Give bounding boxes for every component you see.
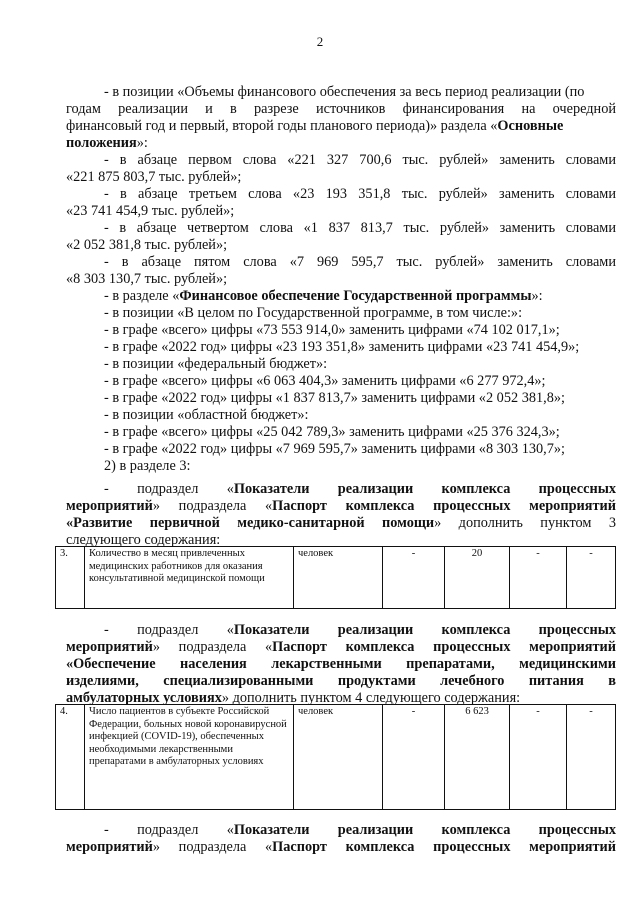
text-line: годам реализации и в разрезе источников финансирования на очередной (66, 101, 616, 117)
inserted-table-item-3 (55, 546, 616, 609)
text-line: «Обеспечение населения лекарственными препаратами, медицинскими (66, 656, 616, 672)
text-line: - в абзаце первом слова «221 327 700,6 тыс. рублей» заменить словами (104, 152, 616, 168)
value-cell: 6 623 (445, 705, 510, 810)
text-line: - в графе «2022 год» цифры «1 837 813,7» заменить цифрами «2 052 381,8»; (104, 390, 565, 406)
text-line: изделиями, специализированными продуктами лечебного питания в (66, 673, 616, 689)
text-line: «Развитие первичной медико-санитарной помощи» дополнить пунктом 3 (66, 515, 617, 531)
text-line: финансовый год и первый, второй годы планового периода)» раздела «Основные (66, 118, 564, 134)
value-cell: - (567, 547, 616, 609)
page-number: 2 (316, 34, 324, 49)
text-line: - подраздел «Показатели реализации комплекса процессных (104, 822, 616, 838)
text-line: - в графе «всего» цифры «73 553 914,0» заменить цифрами «74 102 017,1»; (104, 322, 560, 338)
text-line: «8 303 130,7 тыс. рублей»; (66, 271, 228, 287)
text-line: - в графе «2022 год» цифры «7 969 595,7» заменить цифрами «8 303 130,7»; (104, 441, 565, 457)
text-line: амбулаторных условиях» дополнить пунктом 4 следующего содержания: (66, 690, 521, 706)
unit-cell: человек (294, 547, 383, 609)
indicator-name: Количество в месяц привлеченных медицинских работников для оказания консультативной медицинской помощи (85, 547, 294, 609)
text-line: - в абзаце третьем слова «23 193 351,8 тыс. рублей» заменить словами (104, 186, 616, 202)
value-cell: 20 (445, 547, 510, 609)
text-line: 2) в разделе 3: (104, 458, 191, 474)
text-line: - в позиции «федеральный бюджет»: (104, 356, 328, 372)
text-line: - в разделе «Финансовое обеспечение Государственной программы»: (104, 288, 543, 304)
text-line: - в абзаце четвертом слова «1 837 813,7 тыс. рублей» заменить словами (104, 220, 616, 236)
indicator-name: Число пациентов в субъекте Российской Федерации, больных новой коронавирусной инфекцией (COVID-19), обеспеченных необходимыми лекарственными препаратами в амбулаторных условиях (85, 705, 294, 810)
text-line: - подраздел «Показатели реализации комплекса процессных (104, 481, 616, 497)
text-line: - в позиции «В целом по Государственной программе, в том числе:»: (104, 305, 523, 321)
value-cell: - (383, 547, 445, 609)
text-line: «221 875 803,7 тыс. рублей»; (66, 169, 242, 185)
text-line: - подраздел «Показатели реализации комплекса процессных (104, 622, 616, 638)
text-line: - в графе «всего» цифры «6 063 404,3» заменить цифрами «6 277 972,4»; (104, 373, 546, 389)
value-cell: - (510, 547, 567, 609)
text-line: - в позиции «Объемы финансового обеспечения за весь период реализации (по (104, 84, 585, 100)
text-line: «2 052 381,8 тыс. рублей»; (66, 237, 228, 253)
text-line: следующего содержания: (66, 532, 221, 548)
unit-cell: человек (294, 705, 383, 810)
text-line: мероприятий» подраздела «Паспорт комплекса процессных мероприятий (66, 839, 616, 855)
row-number: 4. (56, 705, 85, 810)
text-line: - в абзаце пятом слова «7 969 595,7 тыс. рублей» заменить словами (104, 254, 616, 270)
text-line: - в графе «всего» цифры «25 042 789,3» заменить цифрами «25 376 324,3»; (104, 424, 560, 440)
value-cell: - (510, 705, 567, 810)
text-line: мероприятий» подраздела «Паспорт комплекса процессных мероприятий (66, 498, 616, 514)
value-cell: - (567, 705, 616, 810)
text-line: «23 741 454,9 тыс. рублей»; (66, 203, 235, 219)
text-line: мероприятий» подраздела «Паспорт комплекса процессных мероприятий (66, 639, 616, 655)
row-number: 3. (56, 547, 85, 609)
value-cell: - (383, 705, 445, 810)
text-line: - в позиции «областной бюджет»: (104, 407, 309, 423)
text-line: - в графе «2022 год» цифры «23 193 351,8» заменить цифрами «23 741 454,9»; (104, 339, 580, 355)
inserted-table-item-4 (55, 704, 616, 810)
text-line: положения»: (66, 135, 148, 151)
